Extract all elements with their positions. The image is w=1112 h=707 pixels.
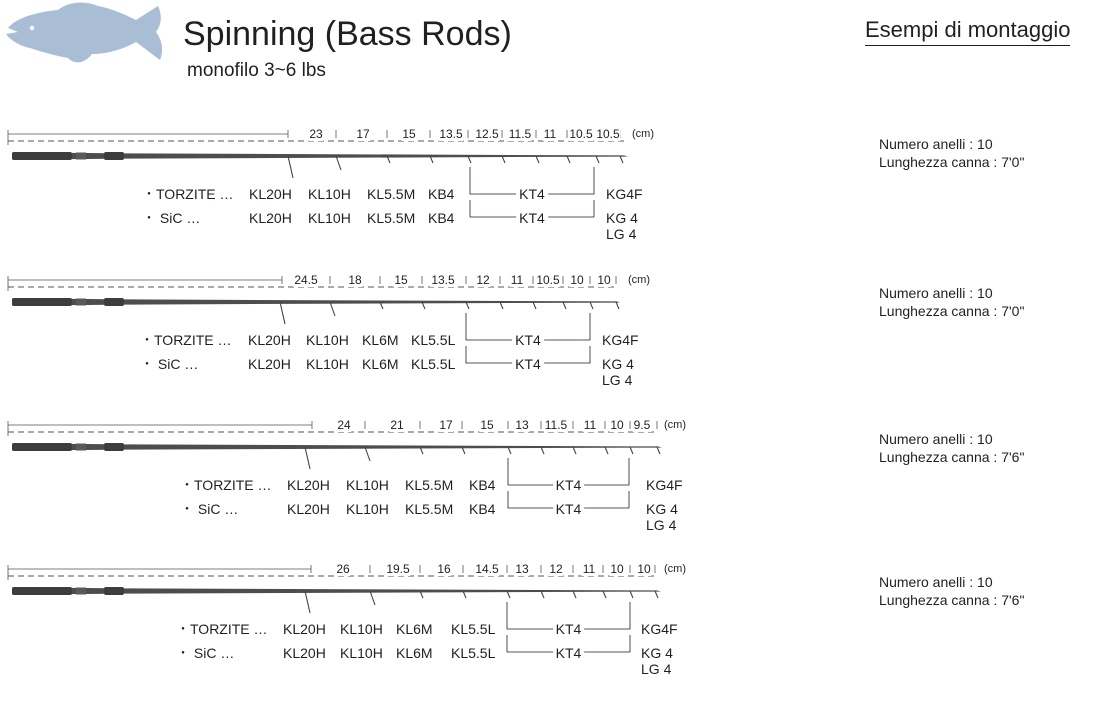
rod-guide: [573, 591, 576, 598]
page-subtitle: monofilo 3~6 lbs: [187, 60, 326, 81]
rod-guide: [630, 591, 633, 598]
spacing-label: 15: [402, 127, 416, 141]
guide-name: KL6M: [396, 621, 433, 637]
spacing-label: 12: [476, 273, 490, 287]
guide-name: KL6M: [362, 356, 399, 372]
spacing-label: 23: [309, 127, 323, 141]
spacing-label: 11: [510, 273, 524, 287]
guide-name-kt4: KT4: [516, 186, 548, 202]
guide-name: KL6M: [396, 645, 433, 661]
guide-name: KL20H: [287, 501, 330, 517]
guide-name: KL5.5L: [411, 356, 456, 372]
spacing-label: 16: [437, 562, 451, 576]
torzite-label: ・TORZITE …: [142, 186, 234, 202]
spec-rings: Numero anelli : 10: [879, 574, 993, 590]
rod-diagram-3: [0, 413, 860, 563]
rod-foregrip: [104, 587, 124, 595]
spacing-label: 11.5: [544, 418, 568, 432]
sic-label: ・ SiC …: [180, 501, 239, 517]
spacing-label: 24: [337, 418, 351, 432]
spacing-label: 19.5: [386, 562, 410, 576]
spacing-label: 21: [390, 418, 404, 432]
unit-label: (cm): [664, 419, 686, 431]
guide-name: KL10H: [306, 332, 349, 348]
spacing-label: 10: [637, 562, 651, 576]
spec-rings: Numero anelli : 10: [879, 431, 993, 447]
guide-name: KL10H: [340, 645, 383, 661]
guide-name: KL20H: [248, 356, 291, 372]
guide-name: KL10H: [306, 356, 349, 372]
reel-seat: [76, 299, 86, 306]
rod-guide: [330, 302, 335, 316]
sic-label: ・ SiC …: [140, 356, 199, 372]
guide-name: KB4: [428, 186, 455, 202]
guide-name: KL20H: [248, 332, 291, 348]
guide-name: KL5.5L: [451, 645, 496, 661]
rod-guide: [567, 156, 570, 163]
rod-guide: [596, 156, 599, 163]
tip-guide-extra: LG 4: [641, 661, 672, 677]
spec-length: Lunghezza canna : 7'0": [879, 154, 1025, 170]
rod-guide: [305, 591, 310, 613]
guide-name-kt4: KT4: [553, 501, 585, 517]
guide-name: KL5.5L: [451, 621, 496, 637]
guide-name-kt4: KT4: [553, 645, 585, 661]
guide-name-kt4: KT4: [512, 356, 544, 372]
guide-name: KL5.5M: [367, 210, 416, 226]
tip-guide-extra: LG 4: [602, 372, 633, 388]
tip-guide-name: KG4F: [641, 621, 678, 637]
torzite-label: ・TORZITE …: [140, 332, 232, 348]
spacing-label: 15: [394, 273, 408, 287]
rod-grip: [12, 587, 72, 595]
spacing-label: 12.5: [475, 127, 499, 141]
rod-guide: [536, 156, 539, 163]
rod-guide: [280, 302, 285, 324]
rod-diagram-2: [0, 268, 860, 418]
guide-name: KL10H: [346, 501, 389, 517]
spacing-label: 17: [356, 127, 370, 141]
tip-guide-name: KG 4: [606, 210, 638, 226]
reel-seat: [76, 444, 86, 451]
rod-blank: [12, 299, 620, 306]
guide-name: KB4: [469, 501, 496, 517]
rod-diagram-1: [0, 122, 860, 272]
reel-seat: [76, 588, 86, 595]
guide-name-kt4: KT4: [512, 332, 544, 348]
spacing-label: 13: [515, 562, 529, 576]
rod-guide: [590, 302, 593, 309]
spacing-label: 14.5: [475, 562, 499, 576]
spec-rings: Numero anelli : 10: [879, 285, 993, 301]
tip-guide-extra: LG 4: [646, 517, 677, 533]
guide-name-kt4: KT4: [516, 210, 548, 226]
spacing-label: 9.5: [633, 418, 651, 432]
spacing-label: 10: [610, 562, 624, 576]
page-title: Spinning (Bass Rods): [183, 15, 512, 53]
bass-fish-icon: [6, 0, 168, 68]
rod-guide: [630, 447, 633, 454]
rod-foregrip: [104, 443, 124, 451]
tip-guide-name: KG4F: [606, 186, 643, 202]
unit-label: (cm): [664, 563, 686, 575]
guide-name: KL20H: [249, 186, 292, 202]
guide-name: KB4: [428, 210, 455, 226]
spacing-label: 13.5: [431, 273, 455, 287]
rod-grip: [12, 152, 72, 160]
reel-seat: [76, 153, 86, 160]
guide-name: KL5.5M: [405, 477, 454, 493]
spec-length: Lunghezza canna : 7'0": [879, 303, 1025, 319]
rod-guide: [603, 591, 606, 598]
torzite-label: ・TORZITE …: [176, 621, 268, 637]
rod-guide: [365, 447, 370, 461]
spacing-label: 10.5: [536, 273, 560, 287]
rod-guide: [336, 156, 341, 170]
spacing-label: 10.5: [569, 127, 593, 141]
spacing-label: 13: [515, 418, 529, 432]
tip-guide-name: KG 4: [641, 645, 673, 661]
spacing-label: 13.5: [439, 127, 463, 141]
sic-label: ・ SiC …: [176, 645, 235, 661]
guide-name: KL5.5M: [367, 186, 416, 202]
rod-guide: [563, 302, 566, 309]
guide-name: KL20H: [283, 621, 326, 637]
guide-name: KL20H: [283, 645, 326, 661]
rod-foregrip: [104, 152, 124, 160]
guide-name: KB4: [469, 477, 496, 493]
rod-grip: [12, 298, 72, 306]
spec-rings: Numero anelli : 10: [879, 136, 993, 152]
guide-name-kt4: KT4: [553, 621, 585, 637]
torzite-label: ・TORZITE …: [180, 477, 272, 493]
spec-length: Lunghezza canna : 7'6": [879, 592, 1025, 608]
tip-guide-extra: LG 4: [606, 226, 637, 242]
rod-foregrip: [104, 298, 124, 306]
unit-label: (cm): [632, 128, 654, 140]
guide-name: KL20H: [249, 210, 292, 226]
rod-guide: [370, 591, 375, 605]
tip-guide-name: KG4F: [646, 477, 683, 493]
sic-label: ・ SiC …: [142, 210, 201, 226]
rod-diagram-4: [0, 557, 860, 707]
spacing-label: 17: [439, 418, 453, 432]
rod-guide: [605, 447, 608, 454]
section-title: Esempi di montaggio: [865, 15, 1070, 46]
guide-name: KL10H: [340, 621, 383, 637]
spacing-label: 18: [348, 273, 362, 287]
rod-guide: [305, 447, 310, 469]
spacing-label: 24.5: [294, 273, 318, 287]
spacing-label: 11.5: [508, 127, 532, 141]
spacing-label: 26: [336, 562, 350, 576]
guide-name-kt4: KT4: [553, 477, 585, 493]
unit-label: (cm): [628, 274, 650, 286]
rod-guide: [573, 447, 576, 454]
rod-guide: [288, 156, 293, 178]
tip-guide-name: KG 4: [646, 501, 678, 517]
spacing-label: 11: [543, 127, 557, 141]
guide-name: KL10H: [346, 477, 389, 493]
rod-guide: [541, 591, 544, 598]
tip-guide-name: KG 4: [602, 356, 634, 372]
guide-name: KL6M: [362, 332, 399, 348]
rod-guide: [616, 302, 619, 309]
spacing-label: 12: [549, 562, 563, 576]
guide-name: KL5.5M: [405, 501, 454, 517]
guide-name: KL20H: [287, 477, 330, 493]
spacing-label: 15: [480, 418, 494, 432]
rod-guide: [533, 302, 536, 309]
spacing-label: 10: [570, 273, 584, 287]
rod-guide: [541, 447, 544, 454]
rod-guide: [620, 156, 623, 163]
spacing-label: 10.5: [596, 127, 620, 141]
rod-guide: [657, 447, 660, 454]
spacing-label: 10: [597, 273, 611, 287]
rod-guide: [655, 591, 658, 598]
guide-name: KL10H: [308, 186, 351, 202]
guide-name: KL5.5L: [411, 332, 456, 348]
guide-name: KL10H: [308, 210, 351, 226]
spacing-label: 11: [582, 562, 596, 576]
spec-length: Lunghezza canna : 7'6": [879, 449, 1025, 465]
rod-grip: [12, 443, 72, 451]
spacing-label: 11: [583, 418, 597, 432]
tip-guide-name: KG4F: [602, 332, 639, 348]
spacing-label: 10: [610, 418, 624, 432]
